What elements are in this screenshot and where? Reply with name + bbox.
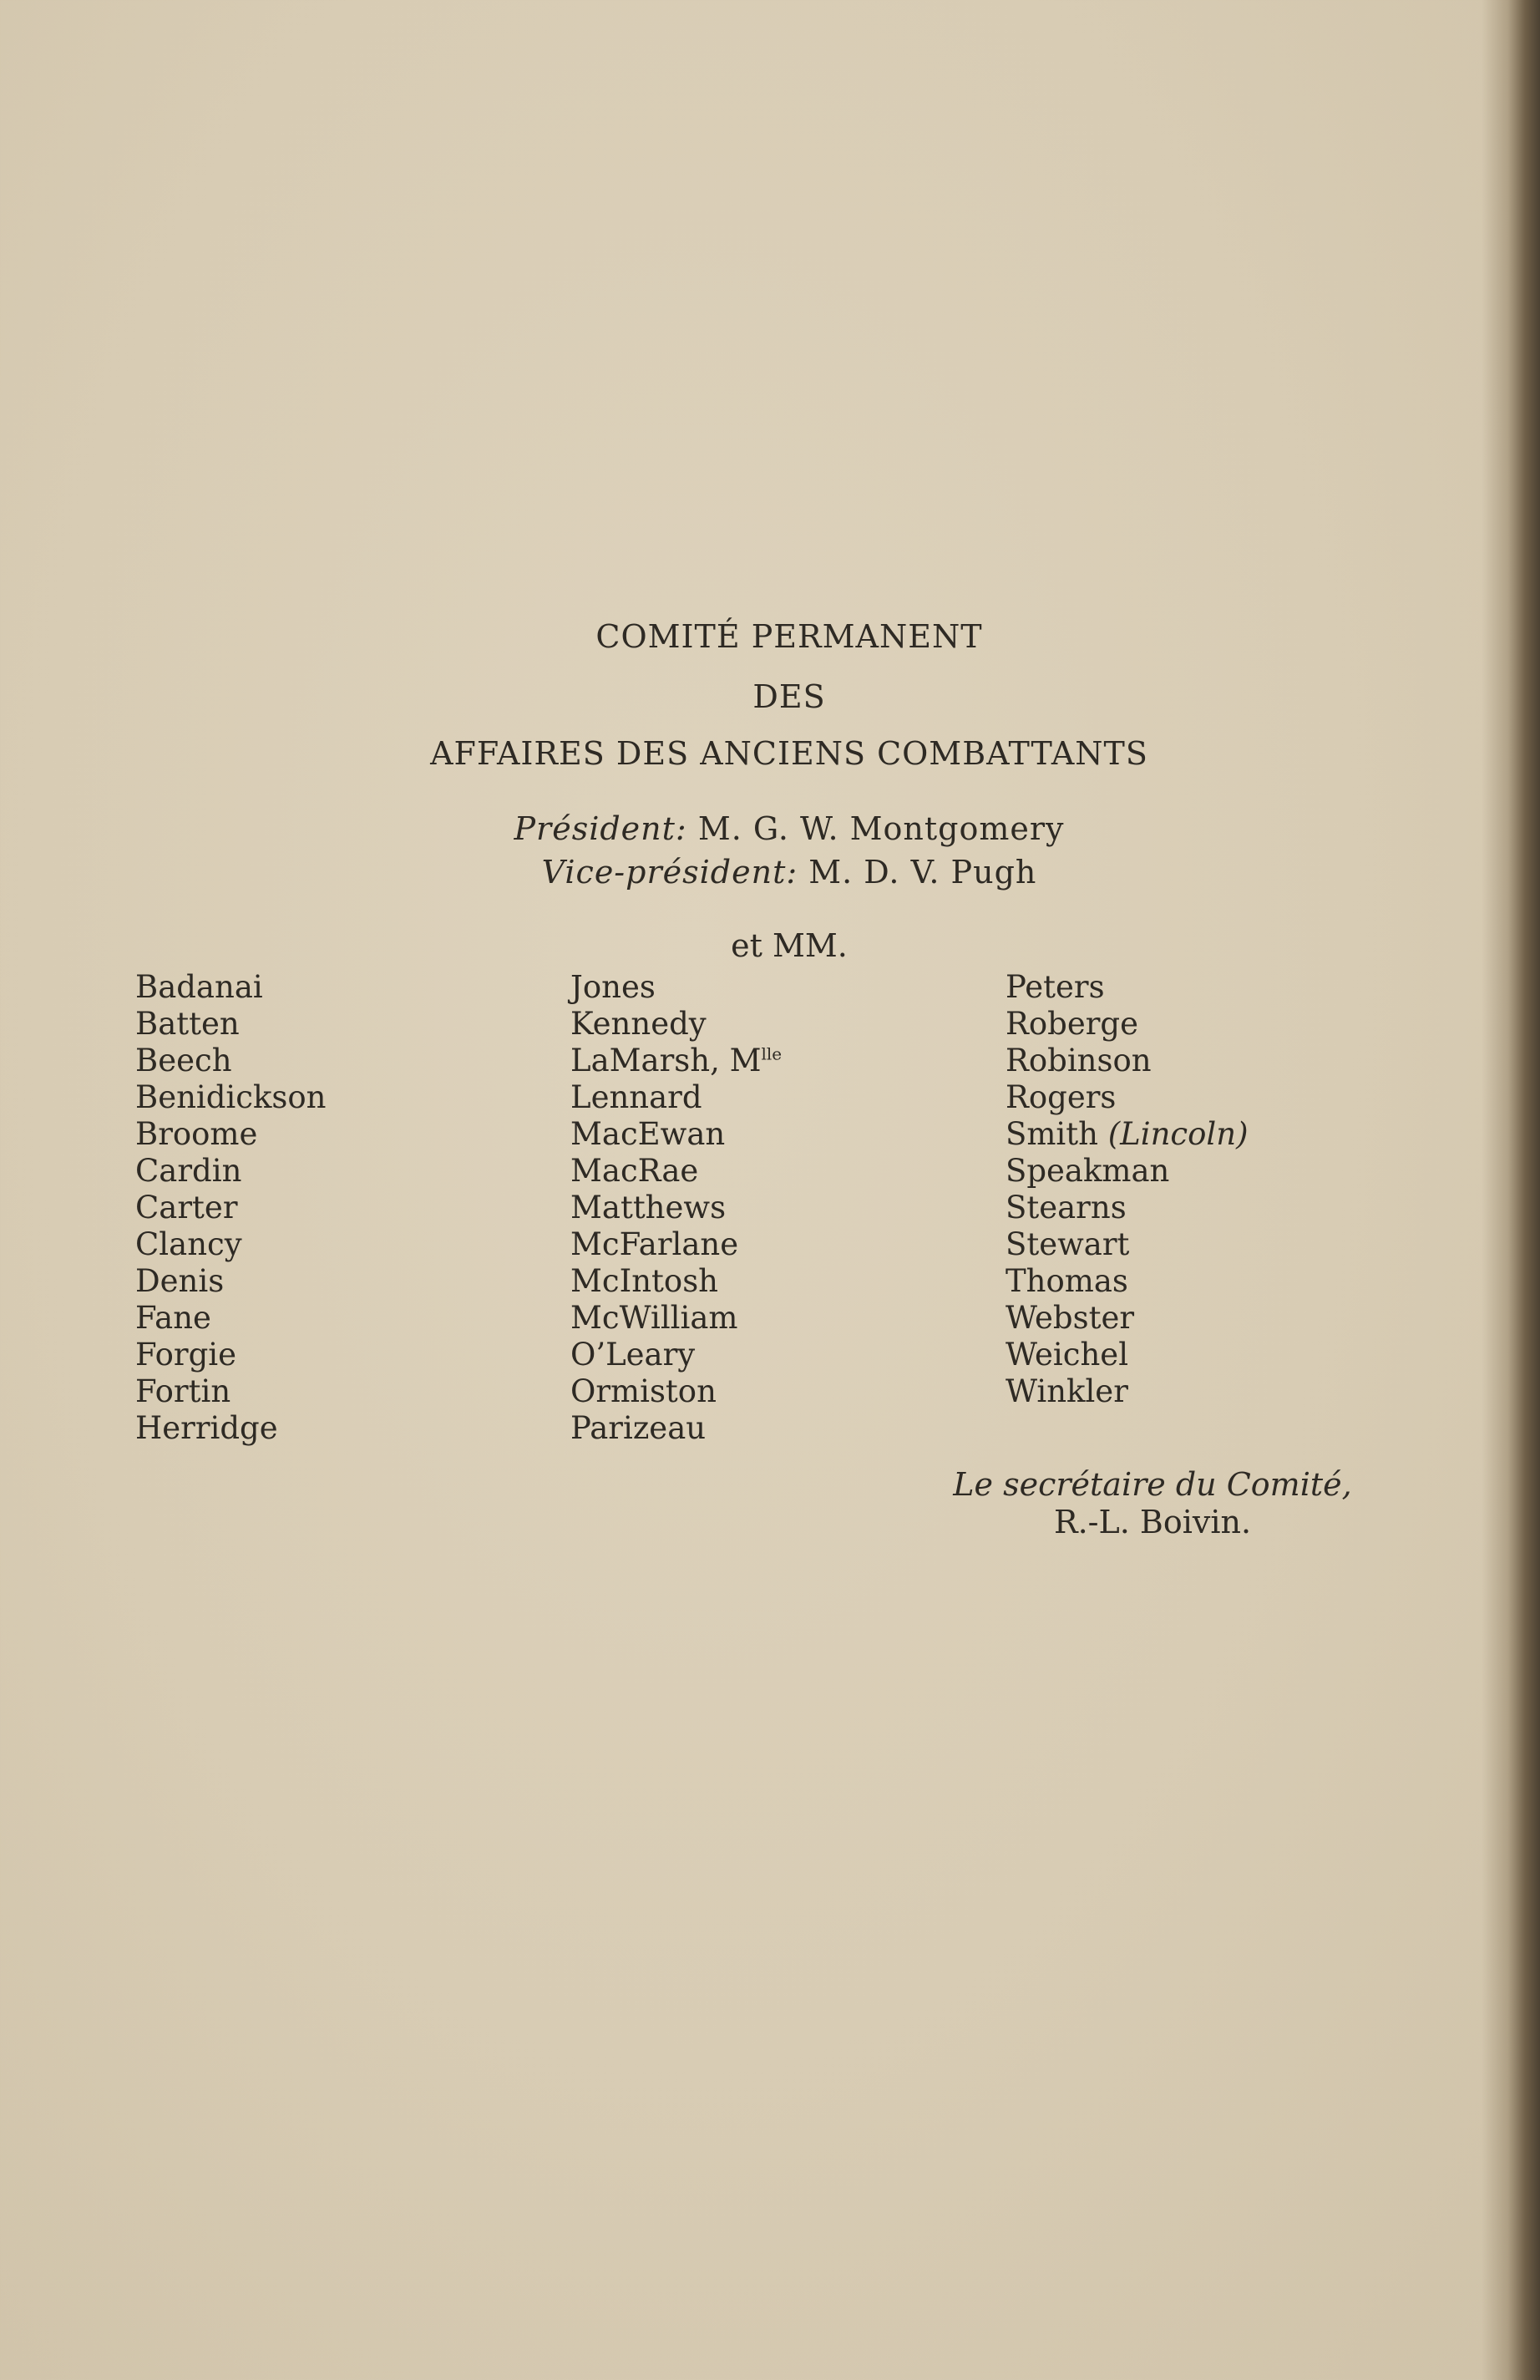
member-name: Fane (135, 1300, 211, 1336)
title-superscript: lle (761, 1043, 783, 1064)
page-edge-shadow (1482, 0, 1540, 2380)
member-name: Lennard (570, 1079, 702, 1115)
member-name: McIntosh (570, 1263, 719, 1299)
member-name: LaMarsh, $M^{lle}$ (570, 1043, 783, 1078)
member-name: Robinson (1006, 1043, 1152, 1078)
member-name: Peters (1006, 969, 1105, 1005)
member-name: Badanai (135, 969, 263, 1005)
member-name: Benidickson (135, 1079, 327, 1115)
members-column-3 (1006, 969, 1249, 1410)
member-name: Roberge (1006, 1006, 1138, 1042)
member-name: Webster (1006, 1300, 1135, 1336)
secretary-title: Le secrétaire du Comité, (953, 1466, 1352, 1503)
member-name: Kennedy (570, 1006, 707, 1042)
member-name: Jones (570, 969, 656, 1005)
member-name: McFarlane (570, 1226, 739, 1262)
committee-title-line1: COMITÉ PERMANENT (595, 618, 983, 655)
committee-title-line2: DES (752, 678, 826, 715)
members-column-2 (570, 969, 782, 1447)
member-name: Beech (135, 1043, 232, 1078)
member-name: Carter (135, 1190, 238, 1226)
vice-president-label: Vice-président: (541, 854, 798, 891)
member-name: Winkler (1006, 1373, 1128, 1409)
member-name: MacEwan (570, 1116, 726, 1152)
member-name: Fortin (135, 1373, 231, 1409)
member-name: Rogers (1006, 1079, 1117, 1115)
member-name: Denis (135, 1263, 225, 1299)
member-name: McWilliam (570, 1300, 738, 1336)
members-intro: et MM. (731, 927, 848, 964)
member-name: Forgie (135, 1337, 237, 1373)
member-name: Stewart (1006, 1226, 1130, 1262)
member-name: Clancy (135, 1226, 242, 1262)
member-name: Ormiston (570, 1373, 717, 1409)
members-column-1 (135, 969, 327, 1447)
secretary-name: R.-L. Boivin. (1053, 1504, 1252, 1540)
member-name: Thomas (1006, 1263, 1128, 1299)
vice-president-line (0, 854, 1540, 891)
member-name: Batten (135, 1006, 240, 1042)
committee-title-line3: AFFAIRES DES ANCIENS COMBATTANTS (430, 735, 1148, 772)
riding-note: (Lincoln) (1107, 1116, 1249, 1152)
member-name: Herridge (135, 1410, 278, 1446)
vice-president-name: M. D. V. Pugh (808, 854, 1037, 891)
member-name: Speakman (1006, 1153, 1170, 1189)
member-name: Stearns (1006, 1190, 1127, 1226)
member-name: Parizeau (570, 1410, 707, 1446)
member-name: Smith (Lincoln) (1006, 1116, 1249, 1152)
member-name: Broome (135, 1116, 258, 1152)
president-label: Président: (514, 810, 687, 847)
president-name: M. G. W. Montgomery (697, 810, 1065, 847)
member-name: MacRae (570, 1153, 699, 1189)
member-name: Cardin (135, 1153, 242, 1189)
president-line (0, 810, 1540, 847)
member-name: Weichel (1006, 1337, 1129, 1373)
member-name: Matthews (570, 1190, 727, 1226)
member-name: O’Leary (570, 1337, 696, 1373)
